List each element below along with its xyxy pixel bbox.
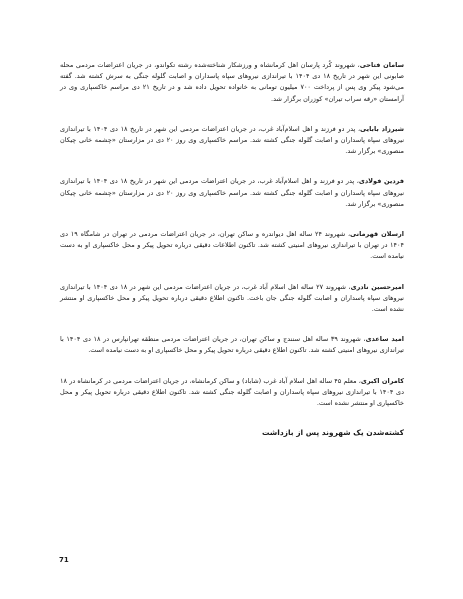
victim-paragraph: [60, 376, 404, 410]
victim-text: ، شهروند کُرد پارسان اهل کرمانشاه و ورزشکار شناخته‌شده رشته تکواندو، در جریان اعتراضات مردمی محله صابونی این شهر در تاریخ ۱۸ دی ۱۴۰۴ با تیراندازی نیروهای سپاه پاسداران و اصابت گلوله جنگی به سرش کشته شد. گفته می‌شود پیکر وی پس از پرداخت ۷۰۰ میلیون تومانی به خانواده تحویل داده شد و در تاریخ ۲۱ دی مراسم خاکسپاری وی در آرامستان «رقه سراب تیران» کوزران برگزار شد.: [60, 61, 404, 103]
section-heading: کشته‌شدن یک شهروند پس از بازداشت: [261, 428, 404, 438]
victim-text: ، شهروند ۳۹ ساله اهل سنندج و ساکن تهران، در جریان اعتراضات مردمی منطقه تهرانپارس در ۱۸ دی ۱۴۰۴ با تیراندازی نیروهای امنیتی کشته شد. تاکنون اطلاع دقیقی درباره تحویل پیکر و محل خاکسپاری او به دست نیامده است.: [60, 335, 404, 355]
victim-name: فردین فولادی: [358, 177, 404, 186]
victim-paragraph: [60, 334, 404, 356]
victim-name: شیرزاد بابایی: [360, 124, 405, 133]
victim-paragraph: [60, 60, 404, 105]
page-content: [60, 60, 404, 437]
victim-text: ، پدر دو فرزند و اهل اسلام‌آباد غرب، در جریان اعتراضات مردمی این شهر در تاریخ ۱۸ دی ۱۴۰۴ با تیراندازی نیروهای سپاه پاسداران و اصابت گلوله جنگی کشته شد. مراسم خاکسپاری وی روز ۲۰ دی در مزارستان «چشمه خانی چیکان منصوری» برگزار شد.: [60, 124, 405, 156]
victim-name: کامران اکبری: [360, 376, 404, 385]
victim-name: سامان فتاحی: [359, 61, 404, 69]
victim-paragraph: [60, 176, 404, 210]
victim-paragraph: [60, 282, 404, 316]
victim-name: امیرحسین نادری: [350, 282, 404, 291]
page-number: 71: [59, 556, 69, 564]
victim-paragraph: [60, 124, 404, 158]
victim-name: امید ساعدی: [365, 335, 404, 344]
victim-text: ، پدر دو فرزند و اهل اسلام‌آباد غرب، در جریان اعتراضات مردمی این شهر در تاریخ ۱۸ دی ۱۴۰۴ با تیراندازی نیروهای سپاه پاسداران و اصابت گلوله جنگی کشته شد. مراسم خاکسپاری وی روز ۲۰ دی در مزارستان «چشمه خانی چیکان منصوری» برگزار شد.: [60, 177, 405, 208]
victim-name: ارسلان قهرمانی: [350, 230, 404, 239]
victim-paragraph: [60, 229, 404, 263]
victim-text: ، شهروند ۲۷ ساله اهل اسلام آباد غرب، در جریان اعتراضات مردمی این شهر در ۱۸ دی ۱۴۰۴ با تیراندازی نیروهای سپاه پاسداران و اصابت گلوله جنگی جان باخت. تاکنون اطلاع دقیقی درباره تحویل پیکر و محل خاکسپاری او منتشر نشده است.: [60, 282, 404, 314]
victim-text: ، شهروند ۲۴ ساله اهل دیواندره و ساکن تهران، در جریان اعتراضات مردمی در تهران در شامگاه ۱۹ دی ۱۴۰۴ در تهران با تیراندازی نیروهای امنیتی کشته شد. تاکنون اطلاعات دقیقی درباره تحویل پیکر و محل خاکسپاری او به دست نیامده است.: [60, 230, 404, 261]
victim-text: ، معلم ۴۵ ساله اهل اسلام آباد غرب (شاباد) و ساکن کرمانشاه، در جریان اعتراضات مردمی در کرمانشاه در ۱۸ دی ۱۴۰۴ با تیراندازی نیروهای سپاه پاسداران و اصابت گلوله جنگی کشته شد. تاکنون اطلاع دقیقی درباره تحویل پیکر و محل خاکسپاری او منتشر نشده است.: [60, 376, 404, 408]
